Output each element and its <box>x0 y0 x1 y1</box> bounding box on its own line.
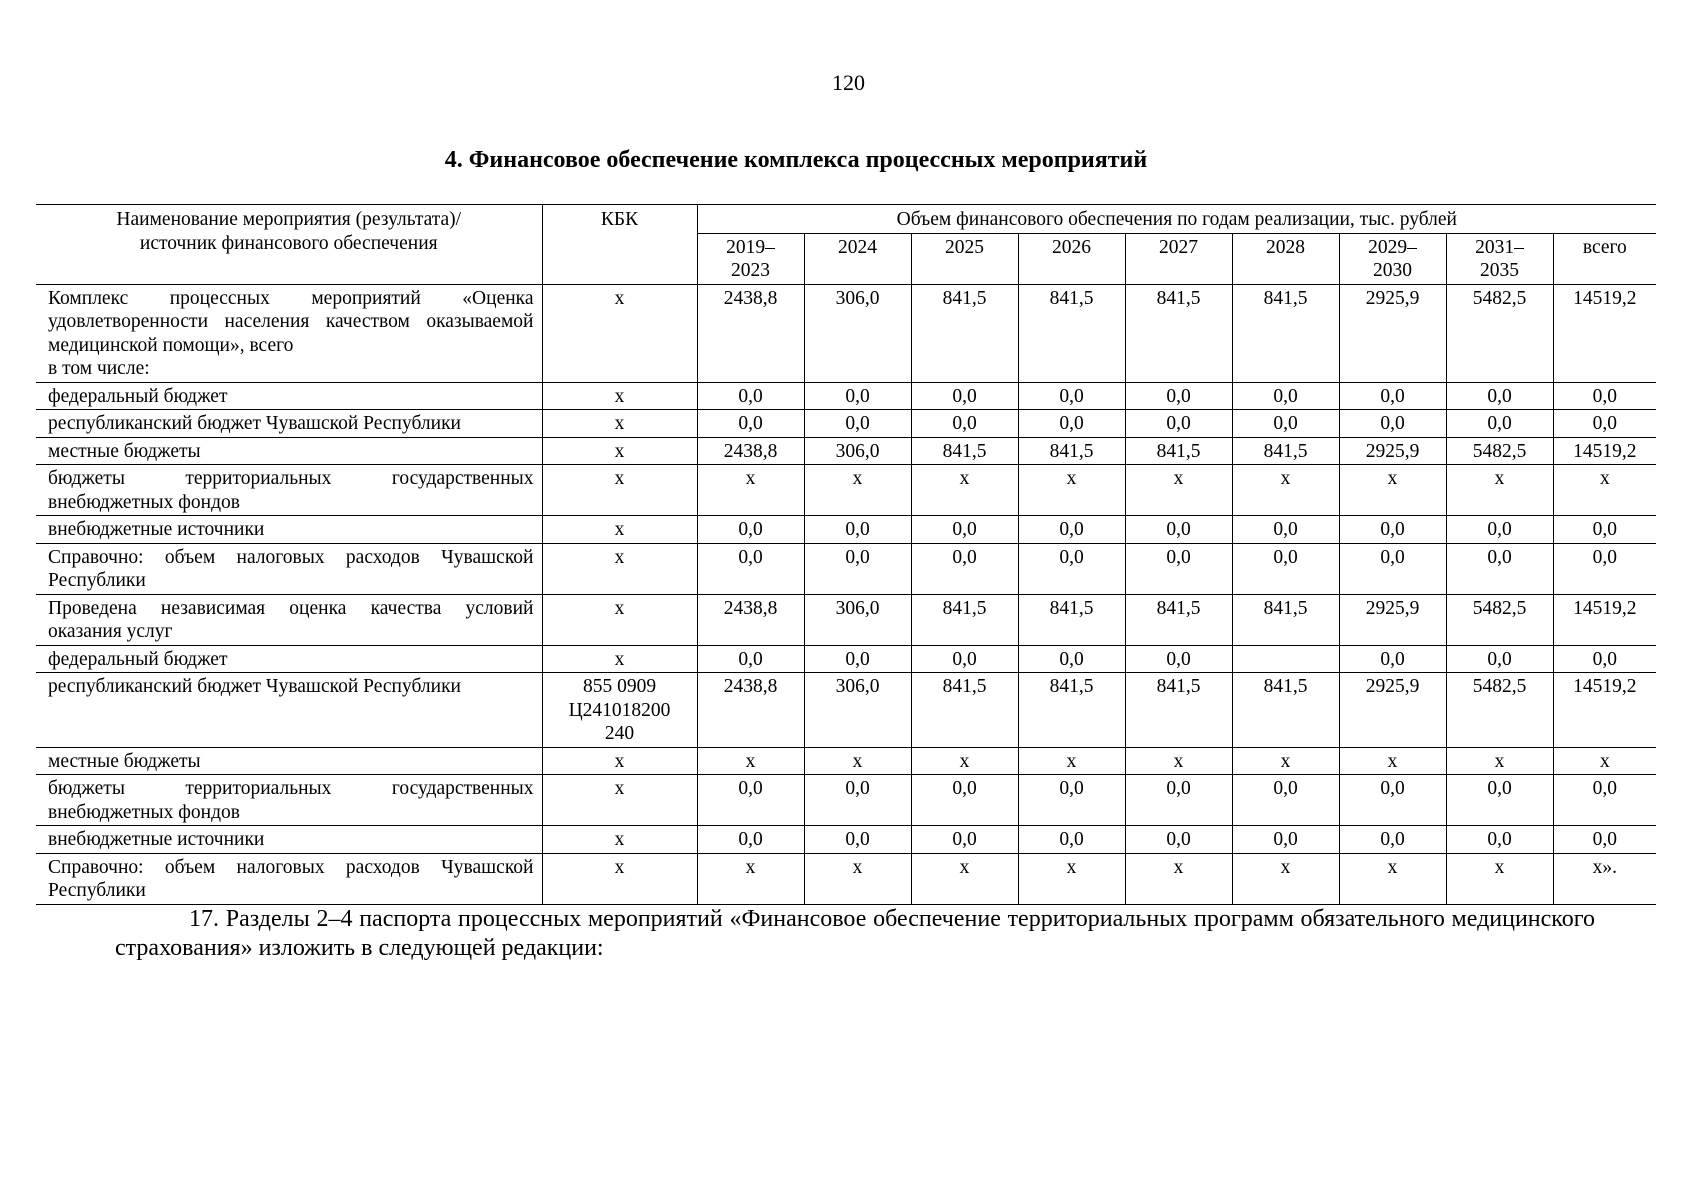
row-value-cell: 0,0 <box>1553 382 1656 410</box>
row-value-cell: x <box>911 465 1018 516</box>
row-name-cell <box>36 826 542 854</box>
row-value-cell: 14519,2 <box>1553 594 1656 645</box>
header-year-line2: 2030 <box>1373 260 1412 281</box>
row-value-cell: 0,0 <box>1232 775 1339 826</box>
row-kbk-cell: x <box>542 410 697 438</box>
row-value-cell: 0,0 <box>1232 826 1339 854</box>
header-year-line1: 2027 <box>1159 236 1198 258</box>
row-name: Проведена независимая оценка качества условий оказания услуг <box>48 597 534 642</box>
row-kbk-cell: x <box>542 645 697 673</box>
row-value-cell: 841,5 <box>1232 594 1339 645</box>
row-value-cell: 0,0 <box>911 382 1018 410</box>
row-value-cell: 0,0 <box>1018 645 1125 673</box>
row-value-cell: 2925,9 <box>1339 594 1446 645</box>
table-row <box>36 747 1656 775</box>
row-value-cell: 0,0 <box>697 543 804 594</box>
body-paragraph: 17. Разделы 2–4 паспорта процессных мероприятий «Финансовое обеспечение территориальных программ обязательного медицинского страхования» изложить в следующей редакции: <box>115 906 1595 961</box>
row-name-cell <box>36 437 542 465</box>
row-name-cell <box>36 516 542 544</box>
row-value-cell: 0,0 <box>1232 382 1339 410</box>
table-row <box>36 826 1656 854</box>
row-value-cell: 5482,5 <box>1446 284 1553 382</box>
header-year-line1: 2019– <box>726 236 775 258</box>
row-value-cell: 0,0 <box>1339 382 1446 410</box>
row-value-cell: 14519,2 <box>1553 673 1656 748</box>
row-value-cell: 0,0 <box>1446 645 1553 673</box>
row-value-cell: 0,0 <box>1553 645 1656 673</box>
row-kbk-cell: x <box>542 594 697 645</box>
row-value-cell: 0,0 <box>1553 826 1656 854</box>
row-value-cell: 0,0 <box>1125 543 1232 594</box>
row-value-cell: 0,0 <box>1339 516 1446 544</box>
header-row <box>36 205 1656 234</box>
row-value-cell: 0,0 <box>1125 775 1232 826</box>
row-value-cell: 0,0 <box>697 382 804 410</box>
row-value-cell: 0,0 <box>1232 410 1339 438</box>
row-value-cell: 5482,5 <box>1446 594 1553 645</box>
header-year-line1: 2024 <box>838 236 877 258</box>
row-value-cell: 841,5 <box>1018 594 1125 645</box>
row-name-cell <box>36 543 542 594</box>
row-kbk-cell: x <box>542 775 697 826</box>
section-title: 4. Финансовое обеспечение комплекса процессных мероприятий <box>444 147 1148 173</box>
row-value-cell: 841,5 <box>911 594 1018 645</box>
table-row <box>36 410 1656 438</box>
row-value-cell: x <box>1339 747 1446 775</box>
header-group-cell: Объем финансового обеспечения по годам реализации, тыс. рублей <box>697 205 1656 234</box>
row-name: внебюджетные источники <box>48 829 265 850</box>
row-name-cell <box>36 465 542 516</box>
row-value-cell: 841,5 <box>1018 284 1125 382</box>
row-kbk-cell: 855 0909 Ц241018200 240 <box>542 673 697 748</box>
row-value-cell: 0,0 <box>1446 826 1553 854</box>
header-year-cell <box>804 233 911 284</box>
row-value-cell: 2438,8 <box>697 594 804 645</box>
table-row <box>36 645 1656 673</box>
row-value-cell: 0,0 <box>1018 516 1125 544</box>
row-value-cell: 0,0 <box>911 543 1018 594</box>
table-row <box>36 594 1656 645</box>
row-value-cell: 0,0 <box>1125 826 1232 854</box>
row-value-cell: 0,0 <box>804 826 911 854</box>
row-name-cell <box>36 853 542 904</box>
row-value-cell: 841,5 <box>911 673 1018 748</box>
row-value-cell: 0,0 <box>1446 543 1553 594</box>
header-year-cell <box>1125 233 1232 284</box>
header-year-cell <box>1446 233 1553 284</box>
row-value-cell: 0,0 <box>911 826 1018 854</box>
row-value-cell: x <box>1232 465 1339 516</box>
row-kbk-cell: x <box>542 853 697 904</box>
table-row <box>36 516 1656 544</box>
row-value-cell: 0,0 <box>1125 410 1232 438</box>
table-body <box>36 205 1656 905</box>
row-name-cell <box>36 645 542 673</box>
row-value-cell: 5482,5 <box>1446 437 1553 465</box>
page-number: 120 <box>832 70 865 95</box>
row-value-cell: 0,0 <box>1553 775 1656 826</box>
row-value-cell: 0,0 <box>1125 645 1232 673</box>
row-value-cell: 841,5 <box>911 284 1018 382</box>
row-name: внебюджетные источники <box>48 519 265 540</box>
row-name: федеральный бюджет <box>48 385 228 407</box>
row-value-cell: 306,0 <box>804 284 911 382</box>
row-kbk-cell: x <box>542 284 697 382</box>
row-value-cell: 0,0 <box>697 645 804 673</box>
row-value-cell: 0,0 <box>1018 826 1125 854</box>
row-value-cell: 2925,9 <box>1339 437 1446 465</box>
row-name-cell <box>36 775 542 826</box>
row-value-cell: 0,0 <box>1446 775 1553 826</box>
row-value-cell: x <box>1125 747 1232 775</box>
header-name-line2: источник финансового обеспечения <box>139 232 438 254</box>
row-value-cell: x <box>911 747 1018 775</box>
row-value-cell: 0,0 <box>1232 543 1339 594</box>
table-row <box>36 775 1656 826</box>
row-value-cell: x». <box>1553 853 1656 904</box>
row-value-cell: 0,0 <box>804 410 911 438</box>
row-value-cell: 841,5 <box>1232 437 1339 465</box>
header-year-line1: 2025 <box>945 236 984 258</box>
row-name-cell <box>36 747 542 775</box>
row-value-cell: 841,5 <box>1232 284 1339 382</box>
table-row <box>36 382 1656 410</box>
row-value-cell: 5482,5 <box>1446 673 1553 748</box>
row-name: бюджеты территориальных государственных внебюджетных фондов <box>48 778 534 823</box>
row-name: Справочно: объем налоговых расходов Чувашской Республики <box>48 546 534 591</box>
row-value-cell: 0,0 <box>697 410 804 438</box>
row-value-cell: x <box>1339 853 1446 904</box>
row-value-cell: 0,0 <box>1018 543 1125 594</box>
row-value-cell: 841,5 <box>1018 437 1125 465</box>
row-kbk-cell: x <box>542 543 697 594</box>
row-name-cell <box>36 673 542 748</box>
row-value-cell: 0,0 <box>804 775 911 826</box>
row-value-cell: 306,0 <box>804 673 911 748</box>
row-name-cell <box>36 382 542 410</box>
row-kbk-cell: x <box>542 747 697 775</box>
row-value-cell: 306,0 <box>804 437 911 465</box>
row-value-cell: 841,5 <box>911 437 1018 465</box>
header-year-cell <box>1553 233 1656 284</box>
row-value-cell: 0,0 <box>1125 516 1232 544</box>
row-value-cell: 0,0 <box>1018 382 1125 410</box>
table-row <box>36 465 1656 516</box>
table-row <box>36 437 1656 465</box>
row-value-cell: 0,0 <box>1339 645 1446 673</box>
row-value-cell: 0,0 <box>1339 775 1446 826</box>
row-value-cell: x <box>1553 465 1656 516</box>
row-value-cell <box>1232 645 1339 673</box>
row-value-cell: 2925,9 <box>1339 284 1446 382</box>
row-value-cell: x <box>804 853 911 904</box>
header-year-line1: всего <box>1582 236 1627 258</box>
table-row <box>36 853 1656 904</box>
header-year-cell <box>1232 233 1339 284</box>
row-value-cell: 0,0 <box>697 826 804 854</box>
row-kbk-cell: x <box>542 826 697 854</box>
row-name: республиканский бюджет Чувашской Республики <box>48 676 461 697</box>
header-year-cell <box>697 233 804 284</box>
header-year-line2: 2035 <box>1480 260 1519 281</box>
row-name: местные бюджеты <box>48 750 201 772</box>
row-value-cell: 14519,2 <box>1553 437 1656 465</box>
row-kbk-cell: x <box>542 382 697 410</box>
row-value-cell: 841,5 <box>1018 673 1125 748</box>
row-value-cell: x <box>1018 465 1125 516</box>
row-value-cell: x <box>1232 853 1339 904</box>
table-row <box>36 284 1656 382</box>
header-year-cell <box>1339 233 1446 284</box>
header-name-cell <box>36 205 542 285</box>
row-value-cell: 2438,8 <box>697 437 804 465</box>
row-value-cell: x <box>1553 747 1656 775</box>
row-value-cell: 2438,8 <box>697 673 804 748</box>
row-name-extra: в том числе: <box>48 358 150 379</box>
row-value-cell: 0,0 <box>1446 516 1553 544</box>
row-value-cell: 0,0 <box>1339 826 1446 854</box>
row-value-cell: x <box>804 747 911 775</box>
row-value-cell: x <box>1125 465 1232 516</box>
row-value-cell: 841,5 <box>1125 284 1232 382</box>
row-value-cell: 0,0 <box>1339 410 1446 438</box>
row-value-cell: 0,0 <box>911 775 1018 826</box>
header-year-line1: 2026 <box>1052 236 1091 258</box>
header-year-cell <box>911 233 1018 284</box>
row-value-cell: x <box>1018 747 1125 775</box>
table-row <box>36 673 1656 748</box>
row-name-cell <box>36 594 542 645</box>
row-value-cell: 0,0 <box>804 382 911 410</box>
row-name: республиканский бюджет Чувашской Республики <box>48 413 461 434</box>
row-value-cell: 0,0 <box>1553 543 1656 594</box>
row-value-cell: 0,0 <box>911 516 1018 544</box>
row-value-cell: x <box>697 747 804 775</box>
row-value-cell: 0,0 <box>1125 382 1232 410</box>
row-value-cell: 0,0 <box>911 410 1018 438</box>
row-value-cell: 0,0 <box>1553 516 1656 544</box>
row-name-cell <box>36 410 542 438</box>
row-value-cell: 0,0 <box>1553 410 1656 438</box>
row-value-cell: x <box>804 465 911 516</box>
row-value-cell: 841,5 <box>1125 437 1232 465</box>
row-value-cell: 0,0 <box>804 645 911 673</box>
row-value-cell: 0,0 <box>697 516 804 544</box>
row-value-cell: x <box>1018 853 1125 904</box>
row-kbk-cell: x <box>542 516 697 544</box>
row-value-cell: 14519,2 <box>1553 284 1656 382</box>
row-value-cell: 0,0 <box>1018 775 1125 826</box>
row-value-cell: x <box>1446 465 1553 516</box>
header-year-line2: 2023 <box>731 260 770 281</box>
row-value-cell: x <box>1232 747 1339 775</box>
row-value-cell: 0,0 <box>1339 543 1446 594</box>
row-value-cell: 841,5 <box>1232 673 1339 748</box>
row-name-cell <box>36 284 542 382</box>
row-value-cell: 0,0 <box>1018 410 1125 438</box>
row-kbk-cell: x <box>542 437 697 465</box>
row-name: Комплекс процессных мероприятий «Оценка удовлетворенности населения качеством оказываемой медицинской помощи», всего <box>48 287 534 356</box>
header-year-line1: 2031– <box>1475 236 1524 258</box>
row-value-cell: 0,0 <box>804 543 911 594</box>
row-name: местные бюджеты <box>48 440 201 462</box>
row-value-cell: x <box>697 465 804 516</box>
row-value-cell: x <box>1446 747 1553 775</box>
header-year-line1: 2028 <box>1266 236 1305 258</box>
row-value-cell: x <box>1446 853 1553 904</box>
row-value-cell: x <box>911 853 1018 904</box>
table-row <box>36 543 1656 594</box>
row-value-cell: 0,0 <box>1232 516 1339 544</box>
header-year-line1: 2029– <box>1368 236 1417 258</box>
row-value-cell: 0,0 <box>911 645 1018 673</box>
row-name: бюджеты территориальных государственных внебюджетных фондов <box>48 468 534 513</box>
row-value-cell: 306,0 <box>804 594 911 645</box>
row-name: Справочно: объем налоговых расходов Чувашской Республики <box>48 856 534 901</box>
row-value-cell: 0,0 <box>1446 382 1553 410</box>
row-value-cell: x <box>1125 853 1232 904</box>
row-value-cell: 0,0 <box>804 516 911 544</box>
row-value-cell: 2925,9 <box>1339 673 1446 748</box>
financing-table <box>36 204 1656 905</box>
row-kbk-cell: x <box>542 465 697 516</box>
header-name-line1: Наименование мероприятия (результата)/ <box>116 209 462 230</box>
row-value-cell: 841,5 <box>1125 673 1232 748</box>
header-kbk-cell: КБК <box>542 205 697 285</box>
row-value-cell: 0,0 <box>1446 410 1553 438</box>
header-year-cell <box>1018 233 1125 284</box>
row-value-cell: 841,5 <box>1125 594 1232 645</box>
row-value-cell: x <box>1339 465 1446 516</box>
row-name: федеральный бюджет <box>48 648 228 670</box>
row-value-cell: x <box>697 853 804 904</box>
row-value-cell: 2438,8 <box>697 284 804 382</box>
row-value-cell: 0,0 <box>697 775 804 826</box>
